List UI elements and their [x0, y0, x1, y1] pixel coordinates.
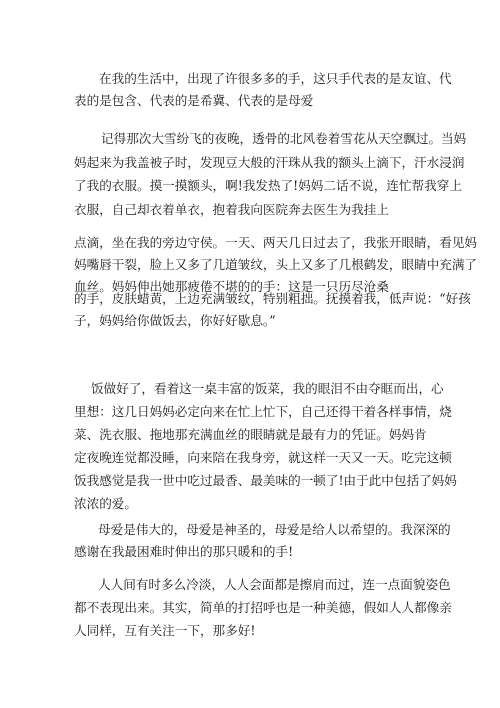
- paragraph-1: [74, 68, 452, 112]
- text-line: 菜、洗衣服、拖地那充满血丝的眼睛就是最有力的凭证。妈妈肯: [74, 427, 427, 442]
- text-line: 定夜晚连觉都没睡，向来陪在我身旁，就这样一天又一天。吃完这顿: [74, 450, 452, 465]
- text-line: 点滴，坐在我的旁边守侯。一天、两天几日过去了，我张开眼睛，看见妈: [74, 235, 477, 250]
- text-line: 母爱是伟大的，母爱是神圣的，母爱是给人以希望的。我深深的: [98, 522, 451, 537]
- paragraph-7: [74, 573, 452, 642]
- text-line: 饭我感觉是我一世中吃过最香、最美味的一顿了!由于此中包括了妈妈: [74, 473, 457, 488]
- text-line: 人同样，互有关注一下，那多好!: [74, 623, 256, 638]
- paragraph-5: [74, 377, 457, 515]
- text-line: 在我的生活中，出现了许很多多的手，这只手代表的是友谊、代: [99, 71, 452, 86]
- paragraph-6: [74, 519, 451, 563]
- text-line: 血丝。妈妈伸出她那疲倦不堪的的手：这是一只历尽沧桑: [74, 279, 389, 294]
- text-line: 表的是包含、代表的是希冀、代表的是母爱: [74, 93, 314, 108]
- text-line: 记得那次大雪纷飞的夜晚，透骨的北风卷着雪花从天空飘过。当妈: [101, 131, 467, 146]
- text-line: 妈起来为我盖被子时，发现豆大般的汗珠从我的额头上滴下，汗水浸润: [74, 154, 465, 170]
- paragraph-2: [74, 127, 467, 221]
- text-line: 都不表现出来。其实，简单的打招呼也是一种美德，假如人人都像亲: [74, 600, 452, 615]
- text-line: 浓浓的爱。: [74, 496, 137, 511]
- text-line: 的手，皮肤蜡黄，上边充满皱纹，特别粗拙。抚摸着我，低声说：“好孩: [74, 291, 471, 306]
- text-line: 饭做好了，看着这一桌丰富的饭菜，我的眼泪不由夺眶而出，心: [91, 381, 444, 396]
- text-line: 妈嘴唇干裂，脸上又多了几道皱纹，头上又多了几根鹤发，眼睛中充满了: [74, 257, 477, 272]
- text-line: 衣服，自己却衣着单衣，抱着我向医院奔去医生为我挂上: [74, 201, 389, 217]
- text-line: 人人间有时多么冷淡，人人会面都是擦肩而过，连一点面貌姿色: [98, 577, 451, 592]
- paragraph-4: [74, 288, 471, 332]
- text-line: 里想：这几日妈妈必定向来在忙上忙下，自己还得干着各样事情，烧: [74, 404, 452, 419]
- text-line: 感谢在我最困难时伸出的那只暖和的手!: [74, 544, 294, 559]
- text-line: 子，妈妈给你做饭去，你好好歇息。”: [74, 313, 276, 328]
- text-line: 了我的衣服。摸一摸额头，啊!我发热了!妈妈二话不说，连忙帮我穿上: [74, 178, 462, 193]
